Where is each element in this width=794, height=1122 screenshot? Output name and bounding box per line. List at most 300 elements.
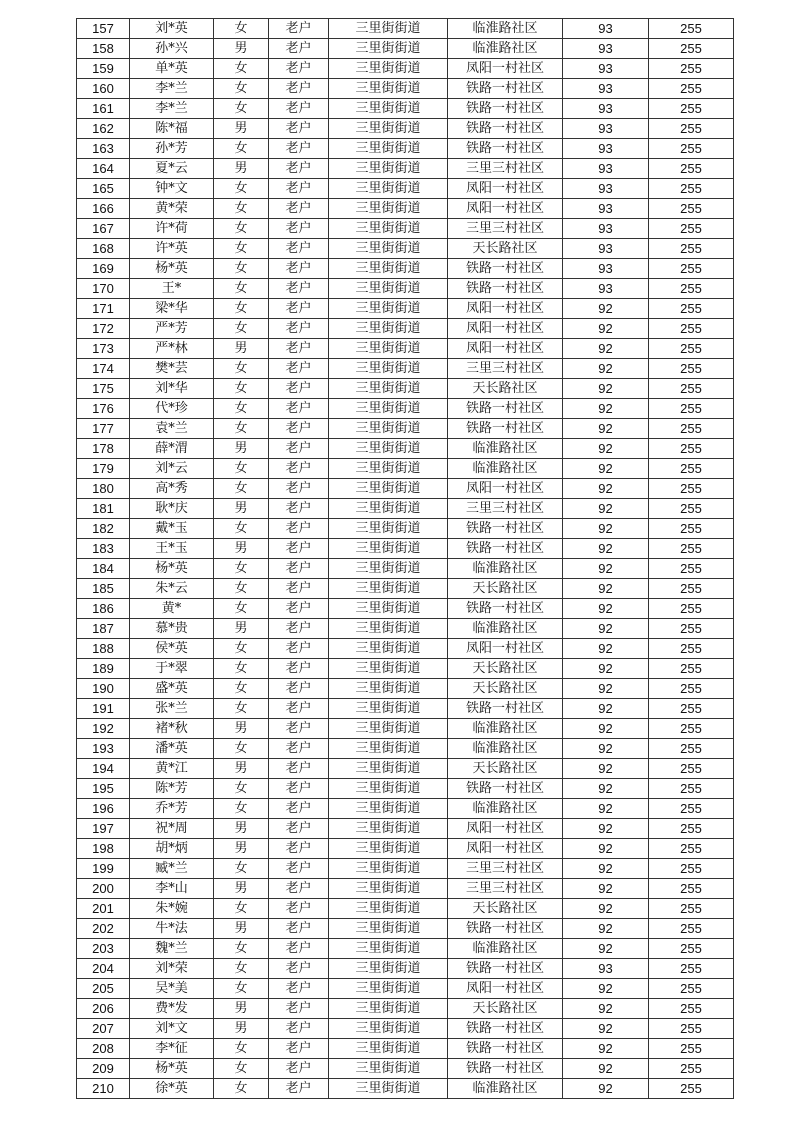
table-row (77, 959, 734, 979)
gender-cell: 女 (214, 639, 269, 659)
table-row (77, 59, 734, 79)
table-row (77, 1039, 734, 1059)
community-cell: 临淮路社区 (448, 459, 563, 479)
age-cell: 92 (563, 799, 649, 819)
gender-cell: 女 (214, 799, 269, 819)
street-cell: 三里街街道 (329, 779, 448, 799)
gender-cell: 女 (214, 1079, 269, 1099)
age-cell: 92 (563, 659, 649, 679)
age-cell: 92 (563, 319, 649, 339)
name-cell: 钟*文 (130, 179, 214, 199)
amount-cell: 255 (649, 359, 734, 379)
street-cell: 三里街街道 (329, 559, 448, 579)
table-row (77, 419, 734, 439)
table-row (77, 459, 734, 479)
age-cell: 92 (563, 599, 649, 619)
index-cell: 177 (77, 419, 130, 439)
amount-cell: 255 (649, 1039, 734, 1059)
street-cell: 三里街街道 (329, 819, 448, 839)
household-type-cell: 老户 (269, 359, 329, 379)
community-cell: 铁路一村社区 (448, 599, 563, 619)
age-cell: 92 (563, 859, 649, 879)
gender-cell: 男 (214, 439, 269, 459)
amount-cell: 255 (649, 79, 734, 99)
household-type-cell: 老户 (269, 579, 329, 599)
amount-cell: 255 (649, 959, 734, 979)
household-type-cell: 老户 (269, 539, 329, 559)
household-type-cell: 老户 (269, 79, 329, 99)
gender-cell: 女 (214, 259, 269, 279)
table-row (77, 339, 734, 359)
table-row (77, 219, 734, 239)
table-row (77, 639, 734, 659)
community-cell: 铁路一村社区 (448, 399, 563, 419)
age-cell: 92 (563, 379, 649, 399)
index-cell: 192 (77, 719, 130, 739)
street-cell: 三里街街道 (329, 199, 448, 219)
community-cell: 凤阳一村社区 (448, 339, 563, 359)
community-cell: 凤阳一村社区 (448, 299, 563, 319)
gender-cell: 女 (214, 899, 269, 919)
gender-cell: 男 (214, 39, 269, 59)
name-cell: 胡*炳 (130, 839, 214, 859)
amount-cell: 255 (649, 819, 734, 839)
amount-cell: 255 (649, 479, 734, 499)
age-cell: 93 (563, 79, 649, 99)
index-cell: 176 (77, 399, 130, 419)
index-cell: 191 (77, 699, 130, 719)
table-row (77, 539, 734, 559)
amount-cell: 255 (649, 559, 734, 579)
age-cell: 92 (563, 919, 649, 939)
amount-cell: 255 (649, 459, 734, 479)
community-cell: 天长路社区 (448, 579, 563, 599)
index-cell: 160 (77, 79, 130, 99)
street-cell: 三里街街道 (329, 179, 448, 199)
household-type-cell: 老户 (269, 659, 329, 679)
amount-cell: 255 (649, 579, 734, 599)
gender-cell: 女 (214, 959, 269, 979)
household-type-cell: 老户 (269, 739, 329, 759)
index-cell: 159 (77, 59, 130, 79)
community-cell: 铁路一村社区 (448, 419, 563, 439)
index-cell: 186 (77, 599, 130, 619)
street-cell: 三里街街道 (329, 599, 448, 619)
index-cell: 169 (77, 259, 130, 279)
household-type-cell: 老户 (269, 879, 329, 899)
gender-cell: 男 (214, 119, 269, 139)
household-type-cell: 老户 (269, 139, 329, 159)
gender-cell: 女 (214, 299, 269, 319)
amount-cell: 255 (649, 399, 734, 419)
table-row (77, 819, 734, 839)
community-cell: 凤阳一村社区 (448, 179, 563, 199)
index-cell: 161 (77, 99, 130, 119)
gender-cell: 男 (214, 539, 269, 559)
age-cell: 92 (563, 439, 649, 459)
household-type-cell: 老户 (269, 859, 329, 879)
table-row (77, 719, 734, 739)
age-cell: 92 (563, 1079, 649, 1099)
table-row (77, 399, 734, 419)
gender-cell: 男 (214, 159, 269, 179)
street-cell: 三里街街道 (329, 859, 448, 879)
name-cell: 费*发 (130, 999, 214, 1019)
street-cell: 三里街街道 (329, 679, 448, 699)
gender-cell: 女 (214, 579, 269, 599)
community-cell: 天长路社区 (448, 679, 563, 699)
table-row (77, 139, 734, 159)
community-cell: 凤阳一村社区 (448, 839, 563, 859)
household-type-cell: 老户 (269, 19, 329, 39)
table-row (77, 159, 734, 179)
gender-cell: 男 (214, 339, 269, 359)
community-cell: 天长路社区 (448, 659, 563, 679)
age-cell: 92 (563, 699, 649, 719)
table-row (77, 619, 734, 639)
household-type-cell: 老户 (269, 379, 329, 399)
gender-cell: 男 (214, 819, 269, 839)
name-cell: 严*芳 (130, 319, 214, 339)
household-type-cell: 老户 (269, 279, 329, 299)
community-cell: 铁路一村社区 (448, 779, 563, 799)
name-cell: 李*兰 (130, 99, 214, 119)
index-cell: 207 (77, 1019, 130, 1039)
household-type-cell: 老户 (269, 459, 329, 479)
index-cell: 182 (77, 519, 130, 539)
street-cell: 三里街街道 (329, 239, 448, 259)
index-cell: 168 (77, 239, 130, 259)
street-cell: 三里街街道 (329, 1079, 448, 1099)
name-cell: 黄*荣 (130, 199, 214, 219)
name-cell: 朱*云 (130, 579, 214, 599)
index-cell: 199 (77, 859, 130, 879)
household-type-cell: 老户 (269, 499, 329, 519)
community-cell: 铁路一村社区 (448, 139, 563, 159)
community-cell: 三里三村社区 (448, 879, 563, 899)
age-cell: 92 (563, 899, 649, 919)
index-cell: 163 (77, 139, 130, 159)
gender-cell: 女 (214, 699, 269, 719)
gender-cell: 女 (214, 1059, 269, 1079)
name-cell: 薛*渭 (130, 439, 214, 459)
index-cell: 157 (77, 19, 130, 39)
age-cell: 92 (563, 1019, 649, 1039)
community-cell: 天长路社区 (448, 899, 563, 919)
index-cell: 180 (77, 479, 130, 499)
household-type-cell: 老户 (269, 599, 329, 619)
street-cell: 三里街街道 (329, 619, 448, 639)
name-cell: 戴*玉 (130, 519, 214, 539)
table-row (77, 999, 734, 1019)
index-cell: 164 (77, 159, 130, 179)
amount-cell: 255 (649, 119, 734, 139)
amount-cell: 255 (649, 59, 734, 79)
age-cell: 93 (563, 159, 649, 179)
index-cell: 201 (77, 899, 130, 919)
community-cell: 三里三村社区 (448, 859, 563, 879)
table-row (77, 699, 734, 719)
name-cell: 李*征 (130, 1039, 214, 1059)
household-type-cell: 老户 (269, 759, 329, 779)
street-cell: 三里街街道 (329, 539, 448, 559)
gender-cell: 男 (214, 879, 269, 899)
amount-cell: 255 (649, 319, 734, 339)
street-cell: 三里街街道 (329, 459, 448, 479)
community-cell: 三里三村社区 (448, 359, 563, 379)
gender-cell: 女 (214, 239, 269, 259)
age-cell: 92 (563, 459, 649, 479)
name-cell: 褚*秋 (130, 719, 214, 739)
street-cell: 三里街街道 (329, 1059, 448, 1079)
gender-cell: 女 (214, 559, 269, 579)
street-cell: 三里街街道 (329, 939, 448, 959)
household-type-cell: 老户 (269, 799, 329, 819)
name-cell: 陈*芳 (130, 779, 214, 799)
community-cell: 天长路社区 (448, 239, 563, 259)
table-row (77, 859, 734, 879)
name-cell: 陈*福 (130, 119, 214, 139)
gender-cell: 女 (214, 779, 269, 799)
street-cell: 三里街街道 (329, 279, 448, 299)
street-cell: 三里街街道 (329, 1039, 448, 1059)
street-cell: 三里街街道 (329, 879, 448, 899)
table-row (77, 659, 734, 679)
age-cell: 92 (563, 479, 649, 499)
age-cell: 92 (563, 619, 649, 639)
community-cell: 临淮路社区 (448, 739, 563, 759)
household-type-cell: 老户 (269, 919, 329, 939)
street-cell: 三里街街道 (329, 259, 448, 279)
street-cell: 三里街街道 (329, 699, 448, 719)
name-cell: 盛*英 (130, 679, 214, 699)
age-cell: 92 (563, 879, 649, 899)
table-row (77, 259, 734, 279)
index-cell: 185 (77, 579, 130, 599)
name-cell: 吴*美 (130, 979, 214, 999)
community-cell: 临淮路社区 (448, 439, 563, 459)
table-row (77, 679, 734, 699)
amount-cell: 255 (649, 979, 734, 999)
age-cell: 92 (563, 839, 649, 859)
age-cell: 92 (563, 999, 649, 1019)
index-cell: 167 (77, 219, 130, 239)
street-cell: 三里街街道 (329, 659, 448, 679)
age-cell: 93 (563, 59, 649, 79)
amount-cell: 255 (649, 439, 734, 459)
age-cell: 93 (563, 259, 649, 279)
amount-cell: 255 (649, 599, 734, 619)
table-row (77, 939, 734, 959)
age-cell: 92 (563, 539, 649, 559)
name-cell: 王*玉 (130, 539, 214, 559)
table-row (77, 739, 734, 759)
name-cell: 代*珍 (130, 399, 214, 419)
amount-cell: 255 (649, 159, 734, 179)
household-type-cell: 老户 (269, 299, 329, 319)
street-cell: 三里街街道 (329, 839, 448, 859)
index-cell: 205 (77, 979, 130, 999)
community-cell: 铁路一村社区 (448, 1059, 563, 1079)
street-cell: 三里街街道 (329, 19, 448, 39)
name-cell: 魏*兰 (130, 939, 214, 959)
gender-cell: 女 (214, 399, 269, 419)
index-cell: 183 (77, 539, 130, 559)
index-cell: 204 (77, 959, 130, 979)
age-cell: 92 (563, 559, 649, 579)
name-cell: 杨*英 (130, 259, 214, 279)
community-cell: 凤阳一村社区 (448, 479, 563, 499)
gender-cell: 女 (214, 859, 269, 879)
gender-cell: 女 (214, 139, 269, 159)
name-cell: 李*兰 (130, 79, 214, 99)
community-cell: 临淮路社区 (448, 619, 563, 639)
household-type-cell: 老户 (269, 479, 329, 499)
household-type-cell: 老户 (269, 199, 329, 219)
street-cell: 三里街街道 (329, 919, 448, 939)
age-cell: 93 (563, 179, 649, 199)
table-row (77, 319, 734, 339)
age-cell: 92 (563, 579, 649, 599)
age-cell: 92 (563, 779, 649, 799)
street-cell: 三里街街道 (329, 759, 448, 779)
age-cell: 92 (563, 399, 649, 419)
age-cell: 92 (563, 299, 649, 319)
amount-cell: 255 (649, 39, 734, 59)
gender-cell: 男 (214, 719, 269, 739)
index-cell: 166 (77, 199, 130, 219)
street-cell: 三里街街道 (329, 899, 448, 919)
data-table (76, 18, 734, 1099)
name-cell: 臧*兰 (130, 859, 214, 879)
household-type-cell: 老户 (269, 419, 329, 439)
gender-cell: 女 (214, 1039, 269, 1059)
name-cell: 刘*文 (130, 1019, 214, 1039)
community-cell: 天长路社区 (448, 999, 563, 1019)
index-cell: 188 (77, 639, 130, 659)
community-cell: 天长路社区 (448, 759, 563, 779)
index-cell: 178 (77, 439, 130, 459)
amount-cell: 255 (649, 619, 734, 639)
index-cell: 187 (77, 619, 130, 639)
age-cell: 92 (563, 679, 649, 699)
amount-cell: 255 (649, 679, 734, 699)
age-cell: 93 (563, 139, 649, 159)
age-cell: 93 (563, 99, 649, 119)
amount-cell: 255 (649, 659, 734, 679)
street-cell: 三里街街道 (329, 79, 448, 99)
table-row (77, 899, 734, 919)
table-row (77, 439, 734, 459)
amount-cell: 255 (649, 839, 734, 859)
name-cell: 严*林 (130, 339, 214, 359)
community-cell: 天长路社区 (448, 379, 563, 399)
index-cell: 170 (77, 279, 130, 299)
name-cell: 刘*云 (130, 459, 214, 479)
gender-cell: 女 (214, 599, 269, 619)
community-cell: 临淮路社区 (448, 939, 563, 959)
street-cell: 三里街街道 (329, 379, 448, 399)
name-cell: 袁*兰 (130, 419, 214, 439)
age-cell: 93 (563, 959, 649, 979)
table-row (77, 579, 734, 599)
index-cell: 198 (77, 839, 130, 859)
gender-cell: 女 (214, 279, 269, 299)
amount-cell: 255 (649, 899, 734, 919)
gender-cell: 女 (214, 99, 269, 119)
gender-cell: 女 (214, 59, 269, 79)
index-cell: 165 (77, 179, 130, 199)
index-cell: 173 (77, 339, 130, 359)
amount-cell: 255 (649, 639, 734, 659)
household-type-cell: 老户 (269, 39, 329, 59)
street-cell: 三里街街道 (329, 319, 448, 339)
street-cell: 三里街街道 (329, 439, 448, 459)
street-cell: 三里街街道 (329, 479, 448, 499)
household-type-cell: 老户 (269, 259, 329, 279)
household-type-cell: 老户 (269, 1019, 329, 1039)
household-type-cell: 老户 (269, 519, 329, 539)
household-type-cell: 老户 (269, 319, 329, 339)
community-cell: 临淮路社区 (448, 1079, 563, 1099)
community-cell: 临淮路社区 (448, 19, 563, 39)
index-cell: 181 (77, 499, 130, 519)
name-cell: 耿*庆 (130, 499, 214, 519)
gender-cell: 男 (214, 619, 269, 639)
community-cell: 凤阳一村社区 (448, 199, 563, 219)
household-type-cell: 老户 (269, 939, 329, 959)
amount-cell: 255 (649, 519, 734, 539)
index-cell: 184 (77, 559, 130, 579)
community-cell: 临淮路社区 (448, 39, 563, 59)
table-row (77, 299, 734, 319)
gender-cell: 女 (214, 679, 269, 699)
amount-cell: 255 (649, 379, 734, 399)
household-type-cell: 老户 (269, 239, 329, 259)
street-cell: 三里街街道 (329, 139, 448, 159)
household-type-cell: 老户 (269, 959, 329, 979)
street-cell: 三里街街道 (329, 119, 448, 139)
gender-cell: 男 (214, 499, 269, 519)
age-cell: 92 (563, 739, 649, 759)
name-cell: 张*兰 (130, 699, 214, 719)
gender-cell: 女 (214, 319, 269, 339)
household-type-cell: 老户 (269, 339, 329, 359)
street-cell: 三里街街道 (329, 419, 448, 439)
household-type-cell: 老户 (269, 719, 329, 739)
amount-cell: 255 (649, 779, 734, 799)
name-cell: 孙*芳 (130, 139, 214, 159)
name-cell: 许*荷 (130, 219, 214, 239)
amount-cell: 255 (649, 1059, 734, 1079)
gender-cell: 女 (214, 379, 269, 399)
community-cell: 凤阳一村社区 (448, 59, 563, 79)
community-cell: 铁路一村社区 (448, 519, 563, 539)
amount-cell: 255 (649, 499, 734, 519)
gender-cell: 女 (214, 79, 269, 99)
name-cell: 王* (130, 279, 214, 299)
table-row (77, 599, 734, 619)
community-cell: 铁路一村社区 (448, 279, 563, 299)
street-cell: 三里街街道 (329, 579, 448, 599)
community-cell: 凤阳一村社区 (448, 979, 563, 999)
amount-cell: 255 (649, 299, 734, 319)
table-row (77, 519, 734, 539)
age-cell: 92 (563, 639, 649, 659)
amount-cell: 255 (649, 279, 734, 299)
household-type-cell: 老户 (269, 119, 329, 139)
amount-cell: 255 (649, 219, 734, 239)
